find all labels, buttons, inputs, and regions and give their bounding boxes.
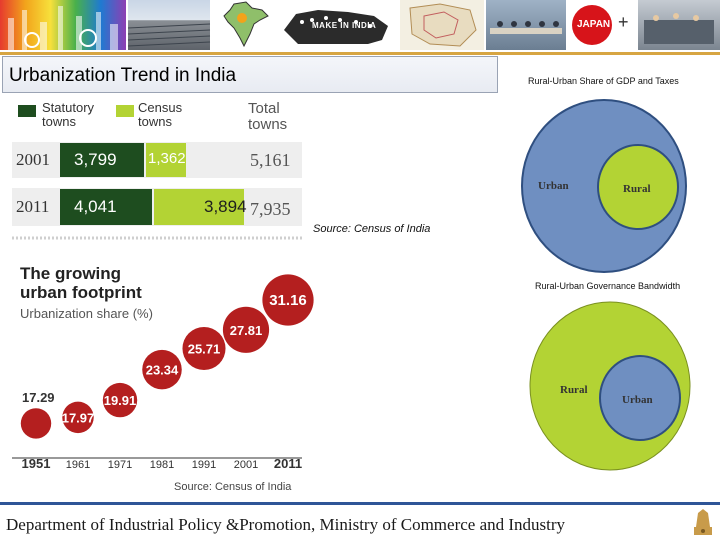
bubble-chart-subtitle: Urbanization share (%)	[20, 306, 153, 321]
factory-workers-image	[638, 0, 720, 50]
japan-logo-text: JAPAN	[577, 19, 611, 30]
bubble-chart-source: Source: Census of India	[174, 481, 292, 493]
governance-outer-label: Rural	[560, 384, 588, 396]
total-towns-header: Total towns	[248, 100, 288, 133]
year-tick-label: 1961	[65, 459, 91, 471]
year-tick-label: 2011	[273, 456, 303, 471]
row-2001-year: 2001	[16, 150, 50, 169]
governance-chart	[528, 300, 700, 478]
legend-statutory-label: Statutory towns	[42, 100, 95, 129]
legend-census-label: Census towns	[138, 100, 183, 129]
solar-field-image	[128, 0, 210, 50]
japan-plus-logo	[568, 0, 636, 50]
banner-strip	[0, 0, 720, 54]
gdp-outer-label: Urban	[538, 180, 569, 192]
year-tick-label: 1951	[21, 456, 51, 471]
banner-rule	[0, 52, 720, 55]
bubble-value-label: 17.29	[22, 390, 55, 406]
row-2001-census: 1,362	[148, 150, 186, 167]
row-2011-census: 3,894	[204, 197, 247, 216]
legend-statutory-swatch	[18, 105, 36, 117]
state-map-image	[400, 0, 484, 50]
gdp-inner-label: Rural	[623, 183, 651, 195]
year-tick-label: 1971	[107, 459, 133, 471]
bubble-value-label: 25.71	[187, 341, 221, 357]
bubble-chart-title: The growing urban footprint	[20, 264, 142, 302]
footer-rule	[0, 502, 720, 505]
bubble-value-label: 17.97	[61, 410, 95, 426]
row-2001-statutory: 3,799	[74, 150, 117, 169]
bubble-value-label: 31.16	[269, 292, 307, 309]
row-2001-total: 5,161	[250, 150, 291, 170]
row-2011-total: 7,935	[250, 199, 291, 219]
gdp-chart-title: Rural-Urban Share of GDP and Taxes	[528, 76, 679, 86]
row-2011-year: 2011	[16, 197, 50, 216]
legend-census-swatch	[116, 105, 134, 117]
footer-bar	[0, 502, 720, 540]
bubble-1951	[21, 408, 51, 438]
year-tick-label: 2001	[233, 459, 259, 471]
conference-image	[486, 0, 566, 50]
source-note: Source: Census of India	[313, 223, 431, 235]
year-tick-label: 1991	[191, 459, 217, 471]
governance-inner-label: Urban	[622, 394, 653, 406]
india-map-image	[212, 0, 276, 50]
year-tick-label: 1981	[149, 459, 175, 471]
row-2011-statutory: 4,041	[74, 197, 117, 216]
bubble-value-label: 27.81	[229, 322, 263, 338]
bubble-value-label: 23.34	[145, 362, 179, 378]
japan-plus-sign: +	[618, 12, 629, 32]
slide-title: Urbanization Trend in India	[9, 65, 237, 86]
national-emblem-icon	[690, 505, 716, 538]
make-in-india-logo	[278, 0, 398, 50]
urbanization-infographic	[8, 96, 307, 496]
make-in-india-text: MAKE IN INDIA	[312, 21, 377, 30]
bubble-value-label: 19.91	[103, 393, 137, 409]
title-box	[2, 56, 498, 93]
bubble-layer	[21, 274, 314, 471]
colorful-industry-image	[0, 0, 126, 50]
governance-chart-title: Rural-Urban Governance Bandwidth	[535, 281, 681, 291]
footer-text: Department of Industrial Policy &Promotion, Ministry of Commerce and Industry	[6, 515, 566, 534]
